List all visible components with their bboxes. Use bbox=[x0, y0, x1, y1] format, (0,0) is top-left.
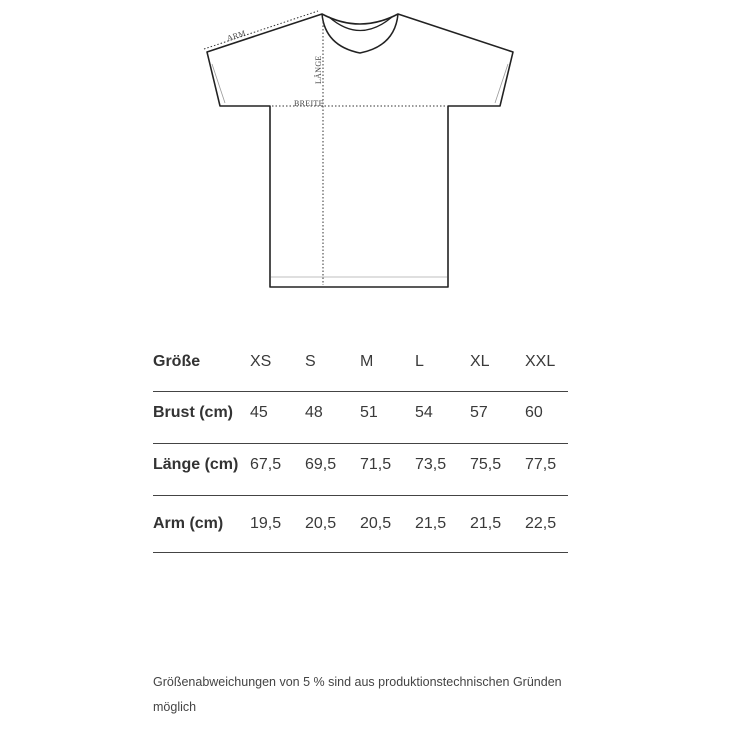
tshirt-outline-graphic bbox=[0, 0, 730, 300]
row-label-chest: Brust (cm) bbox=[153, 404, 234, 421]
table-cell: 48 bbox=[305, 404, 323, 421]
table-cell: 21,5 bbox=[415, 515, 447, 532]
table-cell: 71,5 bbox=[360, 456, 392, 473]
table-cell: 67,5 bbox=[250, 456, 282, 473]
table-cell: 60 bbox=[525, 404, 543, 421]
table-cell: 20,5 bbox=[305, 515, 337, 532]
width-dimension-label: BREITE bbox=[294, 99, 324, 108]
table-cell: 57 bbox=[470, 404, 488, 421]
size-l: L bbox=[415, 353, 424, 370]
table-cell: 19,5 bbox=[250, 515, 282, 532]
table-cell: 21,5 bbox=[470, 515, 502, 532]
table-row-chest bbox=[153, 392, 568, 444]
table-cell: 69,5 bbox=[305, 456, 337, 473]
table-cell: 54 bbox=[415, 404, 433, 421]
table-cell: 73,5 bbox=[415, 456, 447, 473]
size-xs: XS bbox=[250, 353, 272, 370]
row-label-length: Länge (cm) bbox=[153, 456, 239, 473]
size-deviation-note: Größenabweichungen von 5 % sind aus produktionstechnischen Gründen möglich bbox=[153, 675, 562, 714]
table-cell: 45 bbox=[250, 404, 268, 421]
size-xxl: XXL bbox=[525, 353, 556, 370]
table-cell: 51 bbox=[360, 404, 378, 421]
size-m: M bbox=[360, 353, 374, 370]
arm-dimension-label: ARM bbox=[225, 28, 247, 43]
size-s: S bbox=[305, 353, 316, 370]
row-label-arm: Arm (cm) bbox=[153, 515, 224, 532]
size-table bbox=[153, 333, 568, 553]
tshirt-size-diagram bbox=[0, 0, 730, 300]
size-header-label: Größe bbox=[153, 353, 201, 370]
table-row-arm bbox=[153, 496, 568, 553]
table-row-length bbox=[153, 444, 568, 496]
table-cell: 75,5 bbox=[470, 456, 502, 473]
size-xl: XL bbox=[470, 353, 490, 370]
size-header-row bbox=[153, 333, 568, 392]
table-cell: 22,5 bbox=[525, 515, 557, 532]
table-cell: 77,5 bbox=[525, 456, 557, 473]
table-cell: 20,5 bbox=[360, 515, 392, 532]
length-dimension-label: LÄNGE bbox=[314, 55, 323, 84]
